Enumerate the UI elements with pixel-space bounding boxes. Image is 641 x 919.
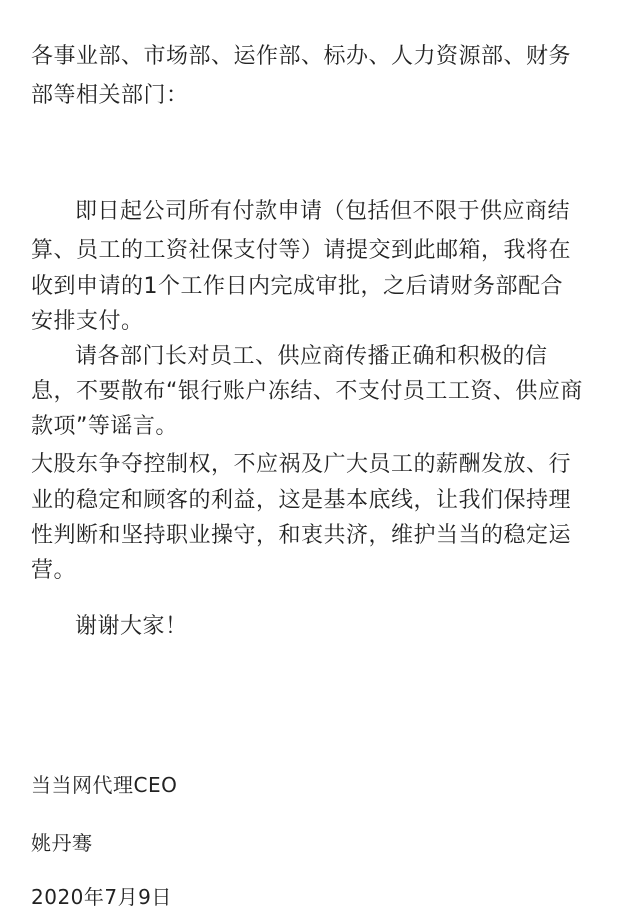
- paragraph-3-line-4: 营。: [31, 558, 77, 583]
- paragraph-1-line-3: 收到申请的1个工作日内完成审批，之后请财务部配合: [31, 274, 563, 299]
- paragraph-2-line-1: 请各部门长对员工、供应商传播正确和积极的信: [75, 344, 548, 369]
- paragraph-3-line-1: 大股东争夺控制权，不应祸及广大员工的薪酬发放、行: [31, 452, 572, 477]
- paragraph-3-line-3: 性判断和坚持职业操守，和衷共济，维护当当的稳定运: [31, 523, 572, 548]
- paragraph-2-line-3: 款项”等谣言。: [31, 414, 178, 439]
- signature-date: 2020年7月9日: [31, 885, 172, 909]
- paragraph-3-line-2: 业的稳定和顾客的利益，这是基本底线，让我们保持理: [31, 488, 572, 513]
- signature-title: 当当网代理CEO: [31, 773, 178, 797]
- greeting-line-2: 部等相关部门：: [31, 83, 189, 108]
- paragraph-1-line-2: 算、员工的工资社保支付等）请提交到此邮箱，我将在: [31, 238, 572, 263]
- signature-name: 姚丹骞: [31, 831, 93, 855]
- paragraph-1-line-4: 安排支付。: [31, 309, 144, 334]
- thanks-line: 谢谢大家！: [75, 614, 188, 639]
- paragraph-2-line-2: 息，不要散布“银行账户冻结、不支付员工工资、供应商: [31, 379, 583, 404]
- greeting-line-1: 各事业部、市场部、运作部、标办、人力资源部、财务: [31, 44, 572, 69]
- paragraph-1-line-1: 即日起公司所有付款申请（包括但不限于供应商结: [75, 199, 571, 224]
